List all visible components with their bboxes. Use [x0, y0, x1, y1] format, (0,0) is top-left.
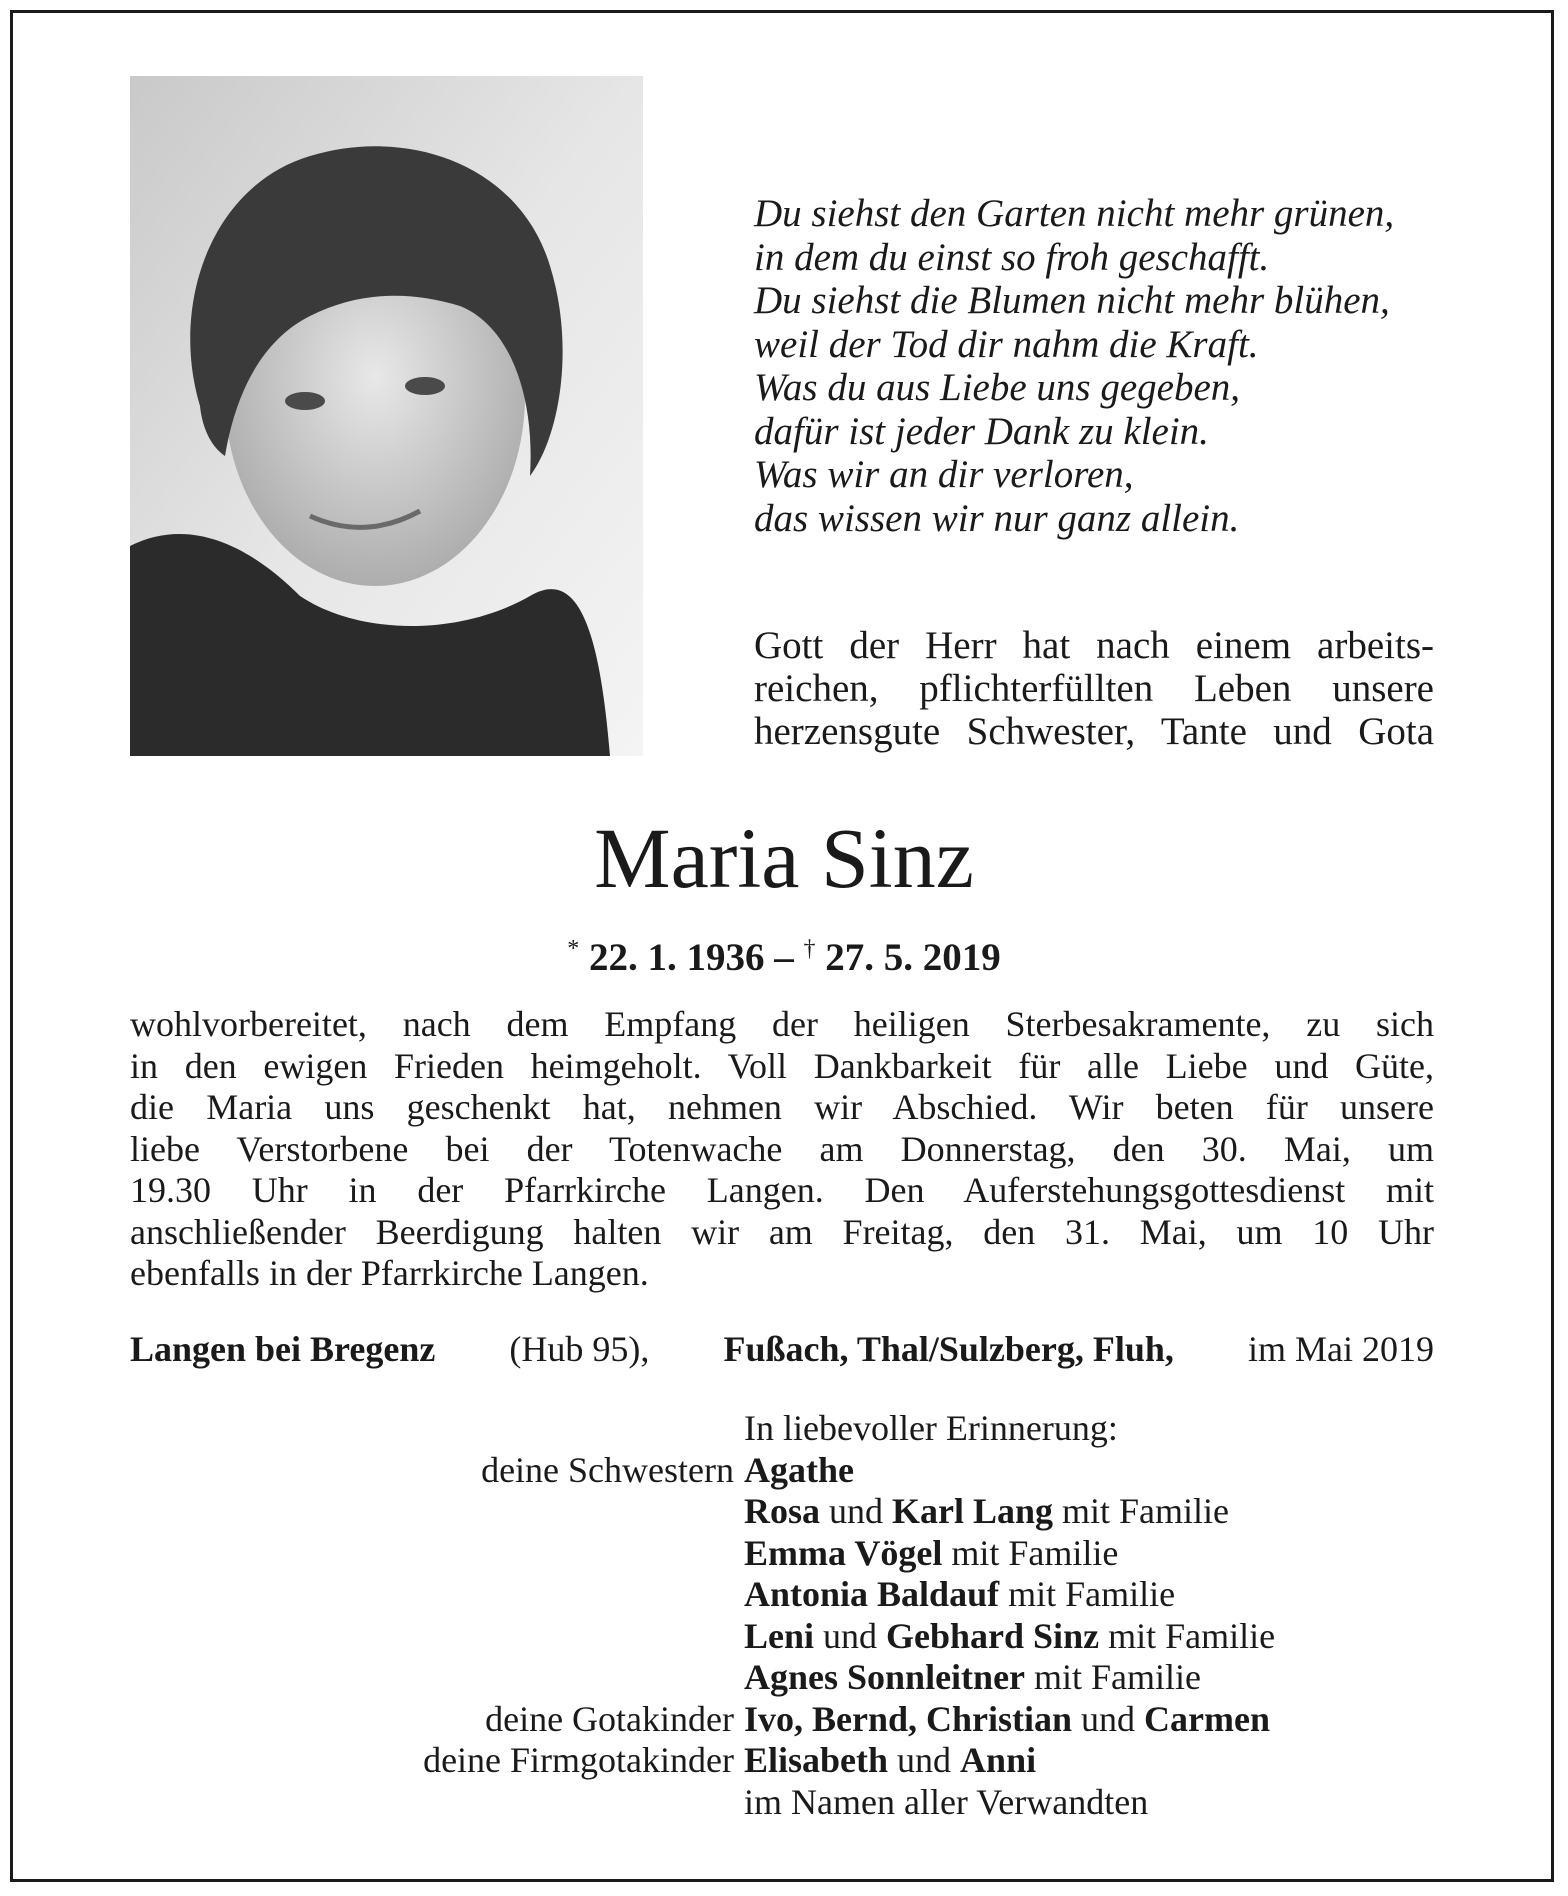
- poem-line: dafür ist jeder Dank zu klein.: [754, 409, 1209, 453]
- body-line: anschließender Beerdigung halten wir am Freitag, den 31. Mai, um 10 Uhr: [130, 1211, 1434, 1252]
- intro-line: Gott der Herr hat nach einem arbeits-: [754, 624, 1434, 667]
- poem-line: Was wir an dir verloren,: [754, 453, 1134, 496]
- body-line: ebenfalls in der Pfarrkirche Langen.: [130, 1253, 649, 1293]
- place-date-line: [130, 1328, 1434, 1370]
- mourner-row: [130, 1699, 1434, 1741]
- conjunction: und: [897, 1740, 952, 1780]
- mourners-footer-row: [130, 1782, 1434, 1824]
- conjunction: und: [829, 1491, 884, 1531]
- conjunction: und: [823, 1615, 878, 1656]
- body-line: 19.30 Uhr in der Pfarrkirche Langen. Den Auferstehungsgottesdienst mit: [130, 1170, 1434, 1210]
- mourner-name: Emma Vögel: [744, 1532, 943, 1573]
- place-others: Fußach, Thal/Sulzberg, Fluh,: [723, 1329, 1174, 1369]
- death-symbol: †: [803, 936, 816, 962]
- body-line: in den ewigen Frieden heimgeholt. Voll Dankbarkeit für alle Liebe und Güte,: [130, 1045, 1434, 1086]
- mourner-name: Carmen: [1144, 1698, 1271, 1739]
- mourner-name: Gebhard Sinz: [886, 1615, 1100, 1656]
- mourner-name: Agnes Sonnleitner: [744, 1657, 1026, 1697]
- place-town: Langen bei Bregenz: [130, 1329, 436, 1369]
- birth-symbol: *: [567, 936, 580, 962]
- body-line: wohlvorbereitet, nach dem Empfang der heiligen Sterbesakramente, zu sich: [130, 1004, 1434, 1044]
- mourner-row: [130, 1574, 1434, 1616]
- mourners-heading-row: [130, 1408, 1434, 1450]
- body-line: die Maria uns geschenkt hat, nehmen wir Abschied. Wir beten für unsere: [130, 1087, 1434, 1127]
- mourner-name: Karl Lang: [892, 1491, 1054, 1531]
- poem-line: in dem du einst so froh geschafft.: [754, 235, 1270, 279]
- announcement-body: [130, 1004, 1434, 1295]
- deceased-name: Maria Sinz: [594, 810, 974, 906]
- mourners-footer: im Namen aller Verwandten: [744, 1781, 1149, 1822]
- family-note: mit Familie: [1034, 1657, 1202, 1697]
- portrait-photo: [130, 76, 643, 756]
- poem-line: das wissen wir nur ganz allein.: [754, 496, 1240, 540]
- place-date: im Mai 2019: [1247, 1329, 1434, 1369]
- intro-line: herzensgute Schwester, Tante und Gota: [754, 710, 1434, 753]
- mourner-row: [130, 1491, 1434, 1533]
- conjunction: und: [1081, 1698, 1136, 1739]
- mourner-name: Elisabeth: [744, 1740, 889, 1780]
- poem-line: Du siehst den Garten nicht mehr grünen,: [754, 192, 1395, 235]
- mourner-row: [130, 1616, 1434, 1658]
- mourner-name: Ivo, Bernd, Christian: [744, 1698, 1073, 1739]
- death-date: 27. 5. 2019: [825, 936, 1001, 979]
- intro-line: reichen, pflichterfüllten Leben unsere: [754, 667, 1434, 710]
- place-address: (Hub 95),: [509, 1329, 650, 1369]
- body-line: liebe Verstorbene bei der Totenwache am Donnerstag, den 30. Mai, um: [130, 1128, 1434, 1169]
- mourners-heading: In liebevoller Erinnerung:: [744, 1408, 1118, 1448]
- mourner-row: [130, 1533, 1434, 1575]
- mourner-name: Agathe: [744, 1449, 854, 1490]
- mourner-row: [130, 1657, 1434, 1699]
- sisters-label: deine Schwestern: [481, 1449, 734, 1490]
- poem: [754, 192, 1474, 540]
- mourner-name: Leni: [744, 1615, 815, 1656]
- family-note: mit Familie: [1008, 1574, 1176, 1614]
- family-note: mit Familie: [951, 1532, 1119, 1573]
- poem-line: Was du aus Liebe uns gegeben,: [754, 366, 1241, 409]
- family-note: mit Familie: [1108, 1615, 1276, 1656]
- mourners-list: [130, 1408, 1434, 1823]
- mourner-name: Antonia Baldauf: [744, 1574, 1000, 1614]
- family-note: mit Familie: [1062, 1491, 1230, 1531]
- date-dash: –: [774, 936, 794, 979]
- portrait-image: [130, 76, 643, 756]
- life-dates: [0, 924, 1568, 983]
- mourner-name: Anni: [960, 1740, 1037, 1780]
- poem-line: weil der Tod dir nahm die Kraft.: [754, 322, 1259, 366]
- poem-line: Du siehst die Blumen nicht mehr blühen,: [754, 279, 1390, 322]
- intro-text: [754, 624, 1434, 753]
- mourner-name: Rosa: [744, 1491, 821, 1531]
- mourner-row: [130, 1740, 1434, 1782]
- confirmation-godchildren-label: deine Firmgotakinder: [423, 1740, 734, 1780]
- birth-date: 22. 1. 1936: [589, 936, 765, 979]
- mourner-row: [130, 1450, 1434, 1492]
- godchildren-label: deine Gotakinder: [485, 1698, 734, 1739]
